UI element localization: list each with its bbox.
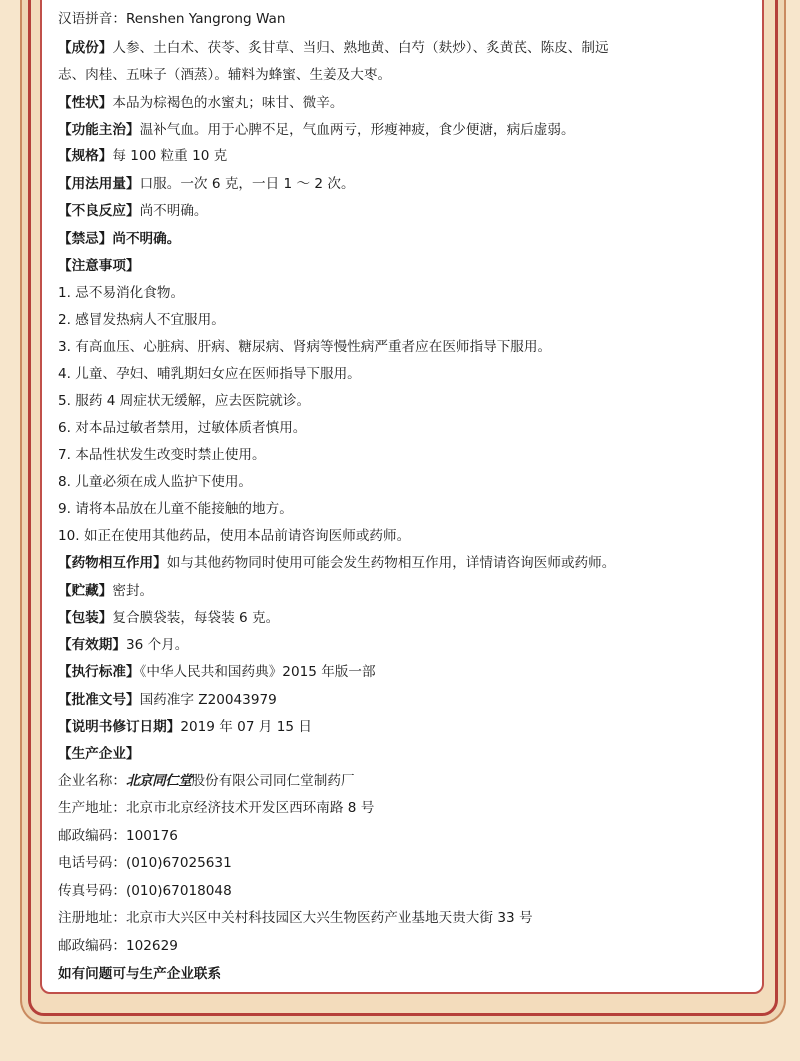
standard-label: 【执行标准】 — [58, 664, 140, 680]
indications-row — [58, 120, 575, 140]
precaution-item: 7. 本品性状发生改变时禁止使用。 — [58, 447, 266, 463]
composition-row-2 — [58, 65, 391, 85]
composition-line-1: 人参、土白术、茯苓、炙甘草、当归、熟地黄、白芍（麸炒）、炙黄芪、陈皮、制远 — [112, 40, 609, 56]
package-label: 【包装】 — [58, 610, 113, 626]
interactions-value: 如与其他药物同时使用可能会发生药物相互作用，详情请咨询医师或药师。 — [166, 555, 616, 571]
composition-label: 【成份】 — [58, 40, 113, 56]
dosage-value: 口服。一次 6 克，一日 1 ～ 2 次。 — [139, 176, 355, 192]
standard-value: 《中华人民共和国药典》2015 年版一部 — [139, 664, 376, 680]
validity-row — [58, 635, 188, 655]
precaution-item: 6. 对本品过敏者禁用，过敏体质者慎用。 — [58, 420, 307, 436]
precaution-item: 5. 服药 4 周症状无缓解，应去医院就诊。 — [58, 393, 311, 409]
precaution-item: 3. 有高血压、心脏病、肝病、糖尿病、肾病等慢性病严重者应在医师指导下服用。 — [58, 339, 552, 355]
zip-label: 邮政编码： — [58, 828, 126, 844]
company-name-label: 企业名称： — [58, 773, 126, 789]
contraindications-label: 【禁忌】 — [58, 231, 113, 247]
precaution-item: 1. 忌不易消化食物。 — [58, 285, 185, 301]
phone-label: 电话号码： — [58, 855, 126, 871]
pinyin-row — [58, 9, 285, 29]
storage-row — [58, 581, 153, 601]
properties-row — [58, 93, 343, 113]
precautions-heading: 【注意事项】 — [58, 258, 140, 274]
fax-row — [58, 881, 232, 901]
zip-row — [58, 826, 178, 846]
company-logo-text: 北京同仁堂 — [125, 773, 192, 789]
zip2-row — [58, 936, 178, 956]
precaution-item: 2. 感冒发热病人不宜服用。 — [58, 312, 225, 328]
indications-value: 温补气血。用于心脾不足，气血两亏，形瘦神疲，食少便溏，病后虚弱。 — [139, 122, 575, 138]
precaution-item: 9. 请将本品放在儿童不能接触的地方。 — [58, 501, 293, 517]
indications-label: 【功能主治】 — [58, 122, 140, 138]
adverse-value: 尚不明确。 — [139, 203, 208, 219]
approval-label: 【批准文号】 — [58, 692, 140, 708]
fax-value: (010)67018048 — [125, 883, 232, 899]
zip2-label: 邮政编码： — [58, 938, 126, 954]
pinyin-label: 汉语拼音： — [58, 11, 126, 27]
revision-label: 【说明书修订日期】 — [58, 719, 181, 735]
company-name-value: 股份有限公司同仁堂制药厂 — [191, 773, 355, 789]
precaution-item: 10. 如正在使用其他药品，使用本品前请咨询医师或药师。 — [58, 528, 411, 544]
adverse-row — [58, 201, 208, 221]
storage-label: 【贮藏】 — [58, 583, 113, 599]
properties-value: 本品为棕褐色的水蜜丸；味甘、微辛。 — [112, 95, 344, 111]
specification-label: 【规格】 — [58, 148, 113, 164]
dosage-label: 【用法用量】 — [58, 176, 140, 192]
revision-row — [58, 717, 312, 737]
fax-label: 传真号码： — [58, 883, 126, 899]
address-value: 北京市北京经济技术开发区西环南路 8 号 — [125, 800, 375, 816]
revision-value: 2019 年 07 月 15 日 — [180, 719, 312, 735]
properties-label: 【性状】 — [58, 95, 113, 111]
leaflet-content — [58, 0, 758, 1000]
standard-row — [58, 662, 376, 682]
specification-row — [58, 146, 227, 166]
zip2-value: 102629 — [125, 938, 178, 954]
specification-value: 每 100 粒重 10 克 — [112, 148, 228, 164]
precaution-item: 4. 儿童、孕妇、哺乳期妇女应在医师指导下服用。 — [58, 366, 361, 382]
registered-address-row — [58, 908, 533, 928]
approval-value: 国药准字 Z20043979 — [139, 692, 277, 708]
contact-note: 如有问题可与生产企业联系 — [58, 966, 222, 982]
address-row — [58, 798, 374, 818]
zip-value: 100176 — [125, 828, 178, 844]
validity-value: 36 个月。 — [125, 637, 189, 653]
approval-row — [58, 690, 277, 710]
registered-address-label: 注册地址： — [58, 910, 126, 926]
contraindications-value: 尚不明确。 — [112, 231, 181, 247]
validity-label: 【有效期】 — [58, 637, 126, 653]
package-row — [58, 608, 279, 628]
address-label: 生产地址： — [58, 800, 126, 816]
phone-row — [58, 853, 232, 873]
dosage-row — [58, 174, 355, 194]
storage-value: 密封。 — [112, 583, 154, 599]
interactions-row — [58, 553, 615, 573]
composition-line-2: 志、肉桂、五味子（酒蒸）。辅料为蜂蜜、生姜及大枣。 — [58, 67, 392, 83]
company-name-row — [58, 771, 355, 791]
phone-value: (010)67025631 — [125, 855, 232, 871]
pinyin-value: Renshen Yangrong Wan — [125, 11, 286, 27]
contraindications-row — [58, 229, 180, 249]
registered-address-value: 北京市大兴区中关村科技园区大兴生物医药产业基地天贵大街 33 号 — [125, 910, 533, 926]
composition-row-1 — [58, 38, 609, 58]
precaution-item: 8. 儿童必须在成人监护下使用。 — [58, 474, 253, 490]
interactions-label: 【药物相互作用】 — [58, 555, 167, 571]
adverse-label: 【不良反应】 — [58, 203, 140, 219]
manufacturer-heading: 【生产企业】 — [58, 746, 140, 762]
package-value: 复合膜袋装，每袋装 6 克。 — [112, 610, 280, 626]
